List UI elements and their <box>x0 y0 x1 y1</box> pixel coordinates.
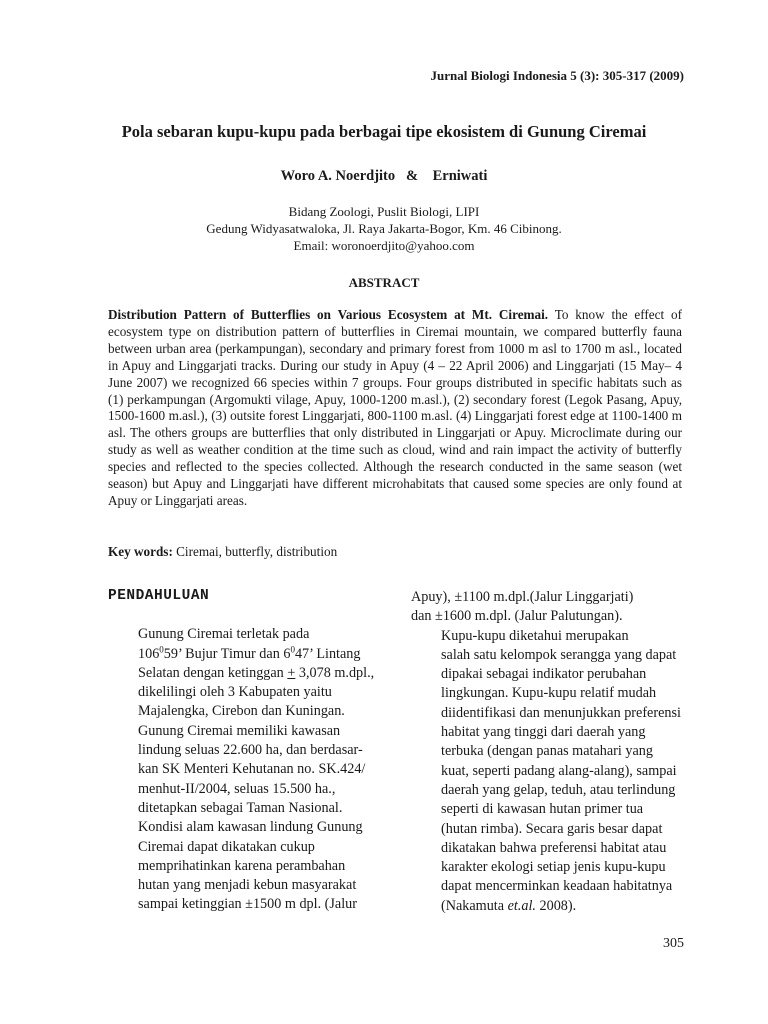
intro-paragraph-1 <box>108 625 378 914</box>
paper-title: Pola sebaran kupu-kupu pada berbagai tipe ekosistem di Gunung Ciremai <box>121 122 647 141</box>
text-line: dan ±1600 m.dpl. (Jalur Palutungan). <box>411 608 623 625</box>
affiliation-email[interactable]: Email: woronoerdjito@yahoo.com <box>293 238 475 253</box>
text-line: Apuy), ±1100 m.dpl.(Jalur Linggarjati) <box>411 589 634 605</box>
affiliation <box>0 203 768 254</box>
text-line: daerah yang gelap, teduh, atau terlindung <box>441 781 676 798</box>
text-line: ditetapkan sebagai Taman Nasional. <box>138 799 343 816</box>
text-line: diidentifikasi dan menunjukkan preferensi <box>441 704 681 721</box>
abstract-body <box>108 307 682 510</box>
right-column <box>411 588 681 916</box>
left-column <box>108 587 378 915</box>
text-line: Ciremai dapat dikatakan cukup <box>138 838 315 855</box>
keywords-label: Key words: <box>108 544 173 559</box>
abstract-text: To know the effect of ecosystem type on distribution pattern of butterflies in Ciremai mountain, we compared butterfly fauna between urban area (perkampungan), secondary and primary forest from 1000 m asl to 1700 m asl., located in Apuy and Linggarjati tracks. During our study in Apuy (4 – 22 April 2006) and Linggarjati (15 May– 4 June 2007) we recognized 66 species within 7 groups. Four groups distributed in specific habitats such as (1) perkampungan (Argomukti vilage, Apuy, 1000-1200 m.asl.), (2) secondary forest (Legok Pasang, Apuy, 1500-1600 m.asl.), (3) outsite forest Linggarjati, 800-1100 m.asl. (4) Linggarjati forest edge at 1100-1400 m asl. The others groups are butterflies that only distributed in Linggarjati or Apuy. Microclimate during our study as well as weather condition at the time such as cloud, wind and rain impact the activity of butterfly species and reflected to the species collected. Although the research conducted in the same season (wet season) but Apuy and Linggarjati have different microhabitats that caused some species are only found at Apuy or Linggarjati areas. <box>108 307 682 508</box>
text-line: Majalengka, Cirebon dan Kuningan. <box>138 703 345 720</box>
text-line: lingkungan. Kupu-kupu relatif mudah <box>441 685 657 702</box>
text-line: kan SK Menteri Kehutanan no. SK.424/ <box>138 761 366 778</box>
section-heading-pendahuluan: PENDAHULUAN <box>108 588 210 604</box>
text-line: seperti di kawasan hutan primer tua <box>441 801 644 818</box>
text-line: lindung seluas 22.600 ha, dan berdasar- <box>138 742 363 759</box>
keywords-text: Ciremai, butterfly, distribution <box>172 544 338 559</box>
intro-paragraph-2 <box>411 627 681 916</box>
abstract-heading: ABSTRACT <box>348 275 420 290</box>
text-line: Kondisi alam kawasan lindung Gunung <box>138 819 363 836</box>
text-line: terbuka (dengan panas matahari yang <box>441 743 653 760</box>
text-line: dikelilingi oleh 3 Kabupaten yaitu <box>138 684 332 701</box>
text-line: hutan yang menjadi kebun masyarakat <box>138 877 357 894</box>
text-line: menhut-II/2004, seluas 15.500 ha., <box>138 780 336 797</box>
intro-paragraph-1-continued <box>411 588 681 627</box>
text-line: kuat, seperti padang alang-alang), sampai <box>441 762 677 779</box>
abstract-lead: Distribution Pattern of Butterflies on Various Ecosystem at Mt. Ciremai. <box>108 307 549 322</box>
citation-line: (Nakamuta et.al. 2008). <box>441 897 577 914</box>
text-line: Gunung Ciremai terletak pada <box>138 626 310 643</box>
affiliation-line-2: Gedung Widyasatwaloka, Jl. Raya Jakarta-Bogor, Km. 46 Cibinong. <box>206 221 562 236</box>
text-line: sampai ketinggian ±1500 m dpl. (Jalur <box>138 896 357 913</box>
text-line: Gunung Ciremai memiliki kawasan <box>138 722 341 739</box>
keywords <box>108 544 682 560</box>
text-line-coordinates: $106^059$’ Bujur Timur dan $6^047$’ Lintang <box>138 643 361 662</box>
text-line: (hutan rimba). Secara garis besar dapat <box>441 820 663 837</box>
authors: Woro A. Noerdjito & Erniwati <box>280 168 488 184</box>
affiliation-line-1: Bidang Zoologi, Puslit Biologi, LIPI <box>288 204 480 219</box>
text-line: Kupu-kupu diketahui merupakan <box>441 627 629 644</box>
text-line: salah satu kelompok serangga yang dapat <box>441 646 677 663</box>
text-line: habitat yang tinggi dari daerah yang <box>441 724 646 741</box>
text-line-elevation: Selatan dengan ketinggan + 3,078 m.dpl., <box>138 664 375 681</box>
text-line: dipakai sebagai indikator perubahan <box>441 666 647 683</box>
text-line: karakter ekologi setiap jenis kupu-kupu <box>441 859 666 876</box>
text-line: dikatakan bahwa preferensi habitat atau <box>441 839 667 856</box>
page-number: 305 <box>663 936 684 951</box>
journal-header: Jurnal Biologi Indonesia 5 (3): 305-317 (2009) <box>430 68 684 83</box>
text-line: dapat mencerminkan keadaan habitatnya <box>441 878 673 895</box>
text-line: memprihatinkan karena perambahan <box>138 857 346 874</box>
